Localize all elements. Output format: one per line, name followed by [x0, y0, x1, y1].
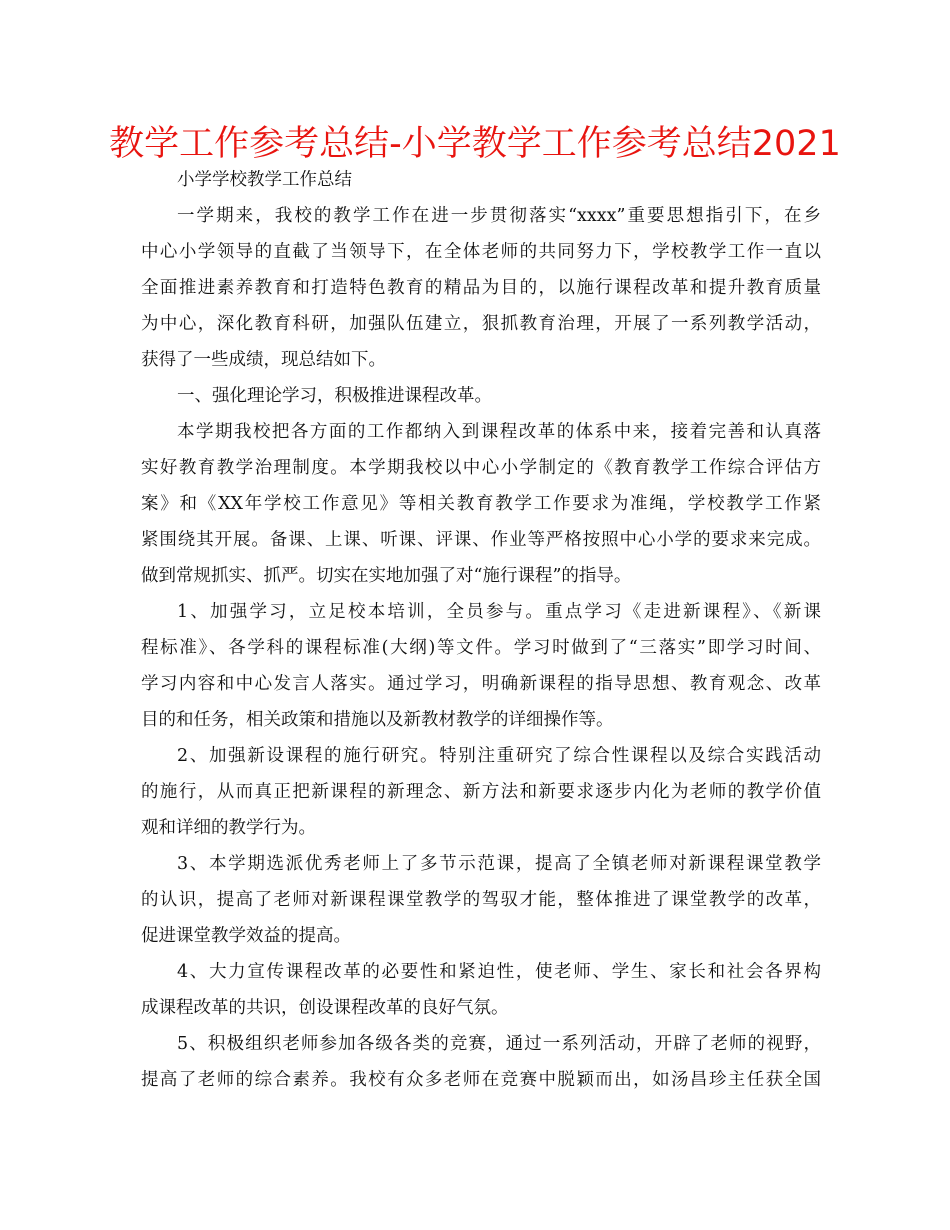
text-line: 的认识，提高了老师对新课程课堂教学的驾驭才能，整体推进了课堂教学的改革， — [141, 890, 821, 910]
text-line: 提高了老师的综合素养。我校有众多老师在竞赛中脱颖而出，如汤昌珍主任获全国 — [141, 1070, 821, 1090]
text-line: 目的和任务，相关政策和措施以及新教材教学的详细操作等。 — [141, 710, 614, 730]
text-line: 3、本学期选派优秀老师上了多节示范课，提高了全镇老师对新课程课堂教学 — [177, 854, 821, 874]
text-line: 1、加强学习，立足校本培训，全员参与。重点学习《走进新课程》、《新课 — [177, 602, 821, 622]
document-title: 教学工作参考总结-小学教学工作参考总结2021 — [109, 124, 841, 164]
text-line: 做到常规抓实、抓严。切实在实地加强了对“施行课程”的指导。 — [141, 566, 632, 586]
text-line: 中心小学领导的直截了当领导下，在全体老师的共同努力下，学校教学工作一直以 — [141, 242, 821, 262]
text-line: 成课程改革的共识，创设课程改革的良好气氛。 — [141, 998, 509, 1018]
text-line: 一学期来，我校的教学工作在进一步贯彻落实“xxxx”重要思想指引下，在乡 — [177, 206, 821, 226]
text-line: 全面推进素养教育和打造特色教育的精品为目的，以施行课程改革和提升教育质量 — [141, 278, 821, 298]
text-line: 获得了一些成绩，现总结如下。 — [141, 350, 386, 370]
text-line: 实好教育教学治理制度。本学期我校以中心小学制定的《教育教学工作综合评估方 — [141, 458, 821, 478]
text-line: 为中心，深化教育科研，加强队伍建立，狠抓教育治理，开展了一系列教学活动， — [141, 314, 821, 334]
text-line: 5、积极组织老师参加各级各类的竞赛，通过一系列活动，开辟了老师的视野， — [177, 1034, 821, 1054]
text-line: 案》和《XX年学校工作意见》等相关教育教学工作要求为准绳，学校教学工作紧 — [141, 494, 821, 514]
text-line: 4、大力宣传课程改革的必要性和紧迫性，使老师、学生、家长和社会各界构 — [177, 962, 821, 982]
text-line: 本学期我校把各方面的工作都纳入到课程改革的体系中来，接着完善和认真落 — [177, 422, 821, 442]
text-line: 学习内容和中心发言人落实。通过学习，明确新课程的指导思想、教育观念、改革 — [141, 674, 821, 694]
text-line: 观和详细的教学行为。 — [141, 818, 316, 838]
text-line: 2、加强新设课程的施行研究。特别注重研究了综合性课程以及综合实践活动 — [177, 746, 821, 766]
text-line: 程标准》、各学科的课程标准(大纲)等文件。学习时做到了“三落实”即学习时间、 — [141, 638, 821, 658]
document-body — [141, 162, 821, 1098]
text-line: 小学学校教学工作总结 — [177, 170, 352, 190]
text-line: 一、强化理论学习，积极推进课程改革。 — [177, 386, 492, 406]
text-line: 的施行，从而真正把新课程的新理念、新方法和新要求逐步内化为老师的教学价值 — [141, 782, 821, 802]
text-line: 促进课堂教学效益的提高。 — [141, 926, 351, 946]
text-line: 紧围绕其开展。备课、上课、听课、评课、作业等严格按照中心小学的要求来完成。 — [141, 530, 821, 550]
